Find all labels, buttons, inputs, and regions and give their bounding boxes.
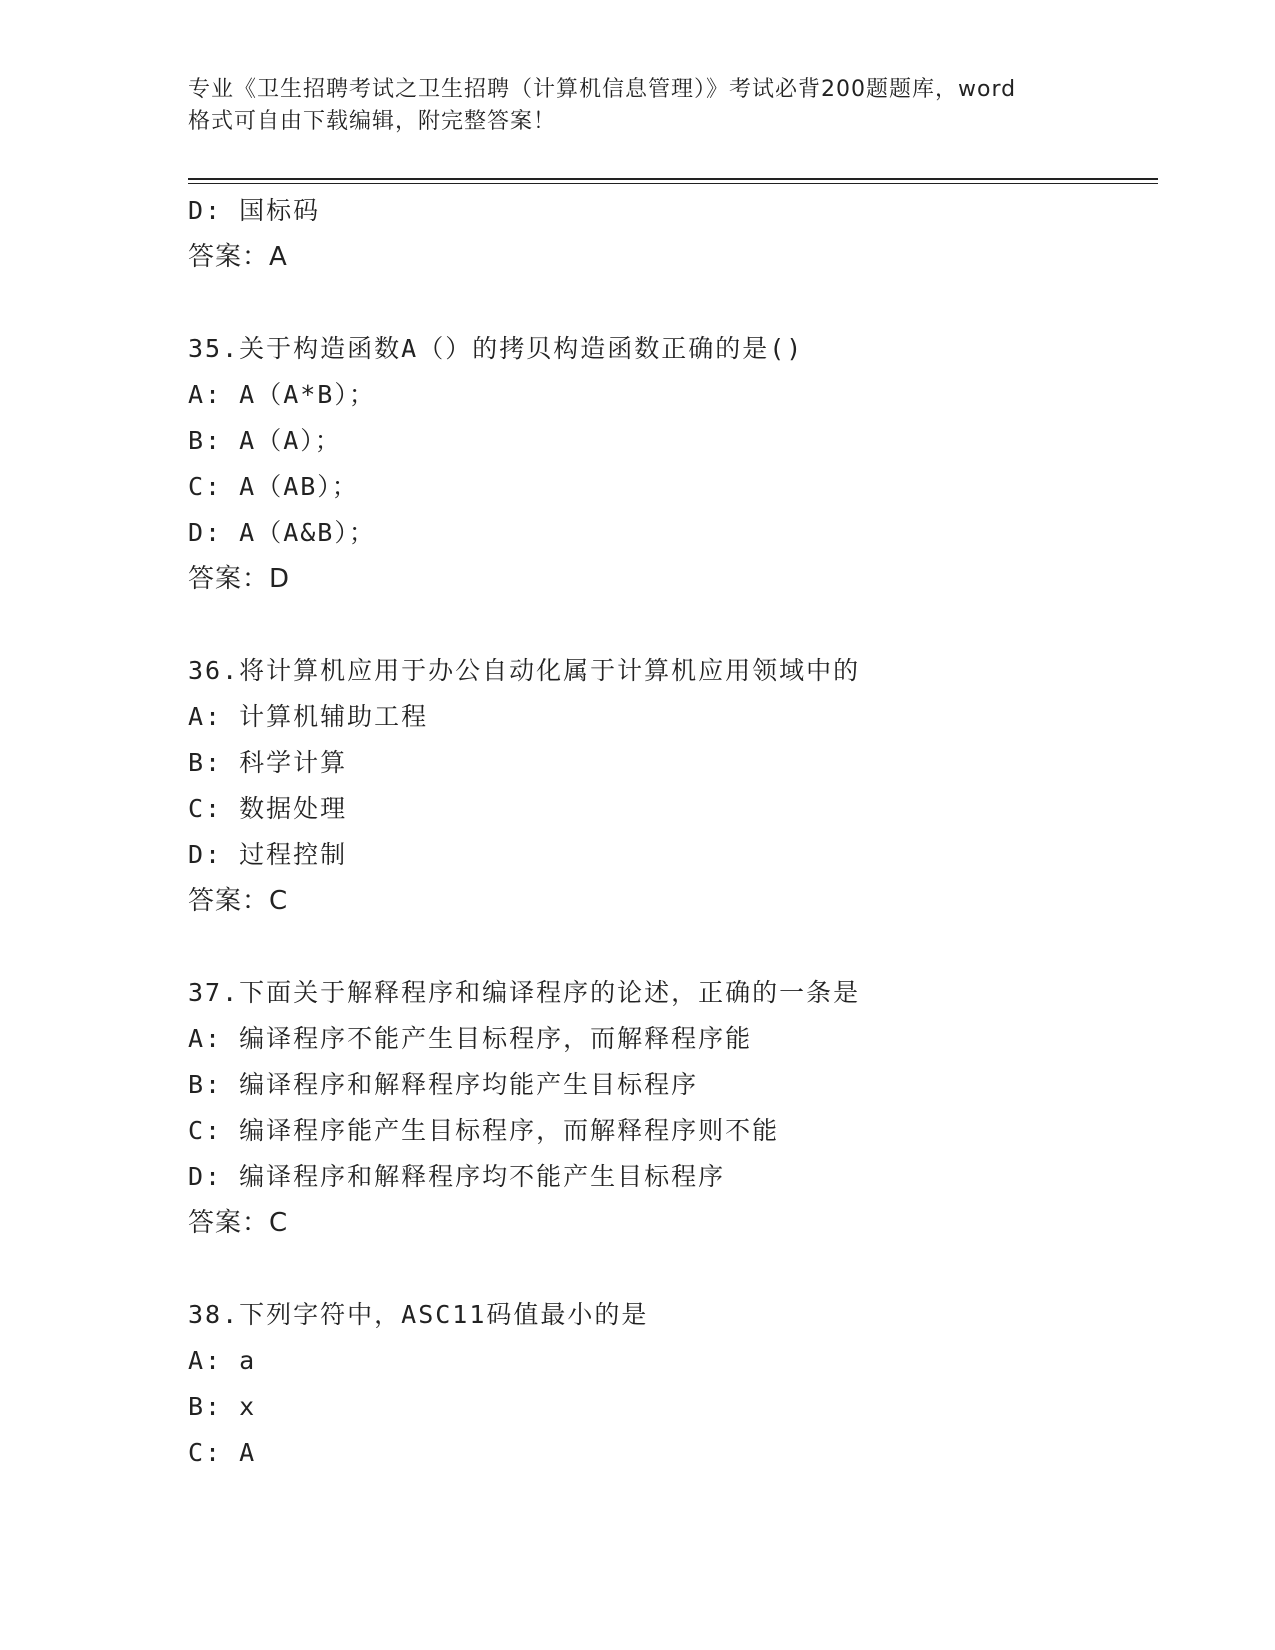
spacer bbox=[188, 280, 1148, 326]
option-text: C: A（AB）； bbox=[188, 472, 359, 501]
option-text: D: 过程控制 bbox=[188, 840, 348, 869]
option-text: B: x bbox=[188, 1392, 257, 1421]
option-text: B: A（A）； bbox=[188, 426, 342, 455]
option-text: D: A（A&B）； bbox=[188, 518, 376, 547]
spacer bbox=[188, 602, 1148, 648]
option-text: A: a bbox=[188, 1346, 257, 1375]
header-divider-thin bbox=[188, 183, 1158, 184]
header-line-1: 专业《卫生招聘考试之卫生招聘（计算机信息管理）》考试必背200题题库，word bbox=[188, 77, 1017, 102]
question-text: 37.下面关于解释程序和编译程序的论述，正确的一条是 bbox=[188, 978, 861, 1007]
answer-text: 答案：C bbox=[188, 1208, 289, 1238]
option-text: A: 计算机辅助工程 bbox=[188, 702, 429, 731]
option-text: C: 数据处理 bbox=[188, 794, 348, 823]
document-header bbox=[188, 74, 1108, 138]
option-text: C: A bbox=[188, 1438, 257, 1467]
question-list bbox=[188, 188, 1148, 1476]
option-text: D: 编译程序和解释程序均不能产生目标程序 bbox=[188, 1162, 726, 1191]
question-text: 36.将计算机应用于办公自动化属于计算机应用领域中的 bbox=[188, 656, 861, 685]
answer-text: 答案：C bbox=[188, 886, 289, 916]
option-text: A: 编译程序不能产生目标程序，而解释程序能 bbox=[188, 1024, 753, 1053]
answer-text: 答案：A bbox=[188, 242, 288, 272]
header-divider-thick bbox=[188, 178, 1158, 180]
question-text: 35.关于构造函数A（）的拷贝构造函数正确的是() bbox=[188, 334, 804, 363]
spacer bbox=[188, 1246, 1148, 1292]
option-text: B: 科学计算 bbox=[188, 748, 348, 777]
header-line-2: 格式可自由下载编辑，附完整答案！ bbox=[188, 109, 557, 134]
question-block-36 bbox=[188, 648, 1148, 924]
question-text: 38.下列字符中，ASC11码值最小的是 bbox=[188, 1300, 649, 1329]
spacer bbox=[188, 924, 1148, 970]
option-text: C: 编译程序能产生目标程序，而解释程序则不能 bbox=[188, 1116, 780, 1145]
question-block-37 bbox=[188, 970, 1148, 1246]
question-block-38 bbox=[188, 1292, 1148, 1476]
question-block-35 bbox=[188, 326, 1148, 602]
option-text: D: 国标码 bbox=[188, 196, 321, 225]
option-text: A: A（A*B）； bbox=[188, 380, 376, 409]
option-text: B: 编译程序和解释程序均能产生目标程序 bbox=[188, 1070, 699, 1099]
answer-text: 答案：D bbox=[188, 564, 291, 594]
